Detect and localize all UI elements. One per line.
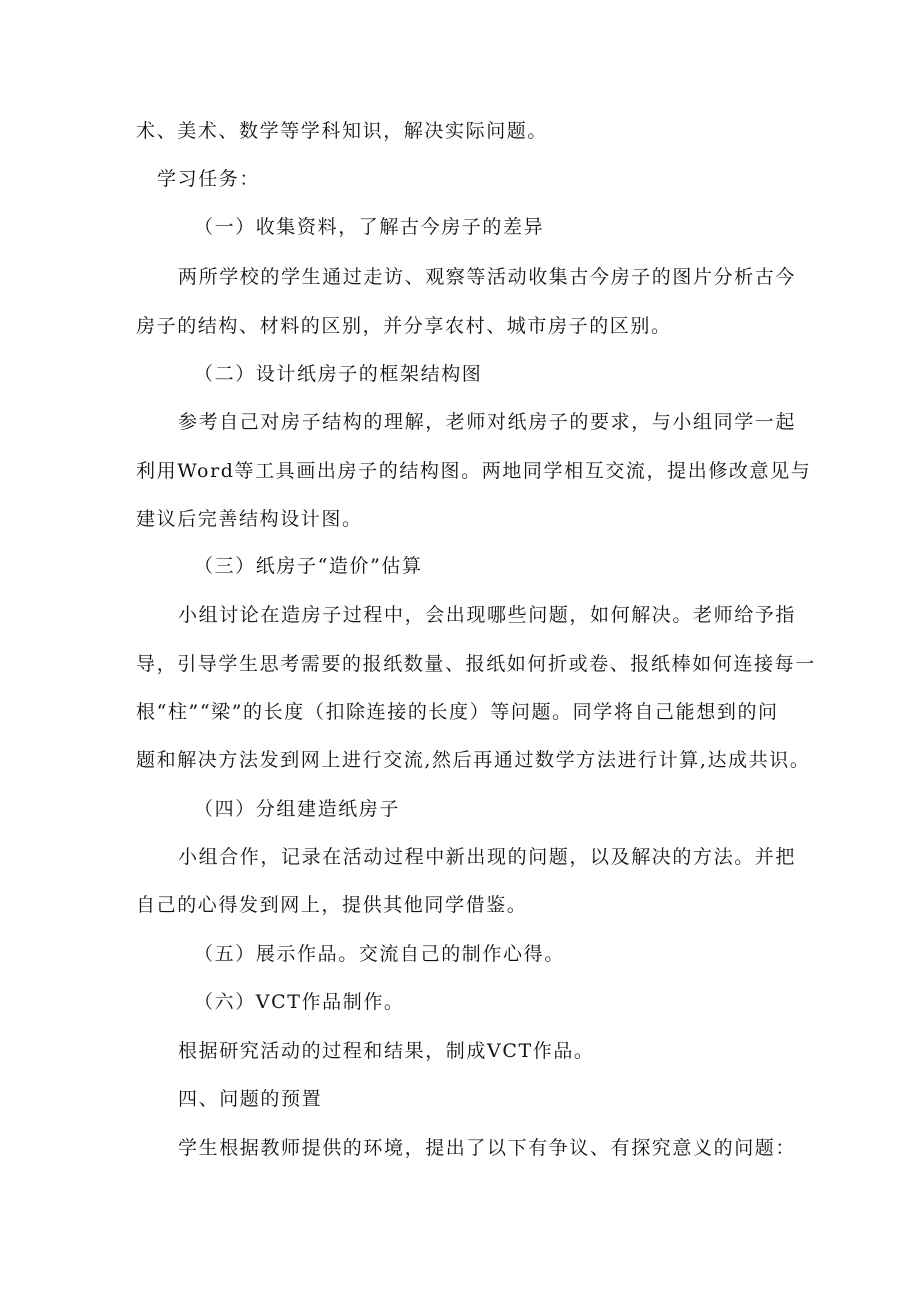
body-text-line: 建议后完善结构设计图。 xyxy=(136,508,363,530)
section-heading: 四、问题的预置 xyxy=(178,1088,323,1110)
task-heading-1: （一）收集资料，了解古今房子的差异 xyxy=(194,216,545,238)
body-text-line: 学生根据教师提供的环境，提出了以下有争议、有探究意义的问题： xyxy=(178,1137,797,1159)
task-heading-3: （三）纸房子“造价”估算 xyxy=(194,555,423,577)
body-text-line: 房子的结构、材料的区别，并分享农村、城市房子的区别。 xyxy=(136,315,672,337)
body-text-line: 两所学校的学生通过走访、观察等活动收集古今房子的图片分析古今 xyxy=(178,266,797,288)
body-text-line: 术、美术、数学等学科知识，解决实际问题。 xyxy=(136,120,549,142)
section-label: 学习任务： xyxy=(157,168,261,190)
body-text-line: 小组讨论在造房子过程中，会出现哪些问题，如何解决。老师给予指 xyxy=(178,604,797,626)
body-text-line: 小组合作，记录在活动过程中新出现的问题，以及解决的方法。并把 xyxy=(178,846,797,868)
body-text-line: 根据研究活动的过程和结果，制成VCT作品。 xyxy=(178,1040,595,1062)
body-text-line: 利用Word等工具画出房子的结构图。两地同学相互交流，提出修改意见与 xyxy=(136,460,812,482)
body-text-line: 参考自己对房子结构的理解，老师对纸房子的要求，与小组同学一起 xyxy=(178,411,797,433)
body-text-line: 题和解决方法发到网上进行交流,然后再通过数学方法进行计算,达成共识。 xyxy=(136,749,811,771)
body-text-line: 自己的心得发到网上，提供其他同学借鉴。 xyxy=(136,894,528,916)
body-text-line: 导，引导学生思考需要的报纸数量、报纸如何折或卷、报纸棒如何连接每一 xyxy=(136,653,816,675)
task-heading-2: （二）设计纸房子的框架结构图 xyxy=(194,363,483,385)
task-heading-4: （四）分组建造纸房子 xyxy=(194,798,401,820)
task-heading-5: （五）展示作品。交流自己的制作心得。 xyxy=(194,943,565,965)
body-text-line: 根“柱”“梁”的长度（扣除连接的长度）等问题。同学将自己能想到的问 xyxy=(136,701,779,723)
task-heading-6: （六）VCT作品制作。 xyxy=(194,991,405,1013)
